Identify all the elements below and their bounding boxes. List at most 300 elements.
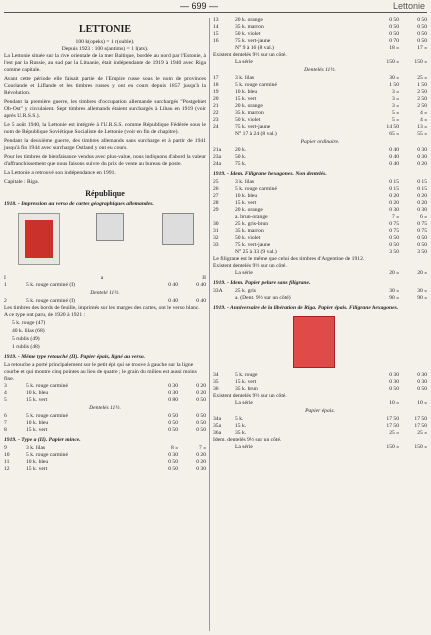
stamp-description: 3 k. lilas xyxy=(235,75,255,81)
price-mint: 0 40 xyxy=(168,282,178,288)
price-mint: 0 50 xyxy=(389,17,399,23)
price-mint: 17 50 xyxy=(386,423,399,429)
stamp-number: 21a xyxy=(213,147,222,153)
price-used: 0 50 xyxy=(196,397,206,403)
stamp-number: 25 xyxy=(213,179,219,185)
stamp-number: 33A xyxy=(213,288,223,294)
note-text: A ce type ont paru, de 1920 à 1921 : xyxy=(4,312,86,318)
catalog-row xyxy=(213,242,427,249)
catalog-row xyxy=(213,200,427,207)
price-mint: 7 » xyxy=(392,214,399,220)
perforation-note: Dentelés 11½. xyxy=(89,405,121,411)
stamp-number xyxy=(213,400,235,407)
stamp-list xyxy=(4,383,206,404)
catalog-row xyxy=(213,110,427,117)
stamp-description: N° 9 à 16 (8 val.) xyxy=(235,45,274,51)
stamp-number: 23a xyxy=(213,154,222,160)
stamp-description: 75 k. vert-jaune xyxy=(235,242,271,248)
catalog-row xyxy=(213,235,427,242)
catalog-row xyxy=(213,17,427,24)
stamp-number: 35 xyxy=(213,379,219,385)
catalog-row xyxy=(213,131,427,138)
stamp-list xyxy=(4,282,206,289)
price-used: 2 50 xyxy=(417,96,427,102)
catalog-row xyxy=(4,298,206,305)
issue-heading: 1919. - Type a (II). Papier mince. xyxy=(4,437,81,443)
price-used: 0 30 xyxy=(196,466,206,472)
stamp-number: 30 xyxy=(213,221,219,227)
stamp-description: 20 k. orange xyxy=(235,207,263,213)
price-used: 90 » xyxy=(417,295,427,301)
currency-line-2: Depuis 1923 : 100 s(antims) = 1 l(ats). xyxy=(61,46,149,52)
catalog-row xyxy=(213,117,427,124)
price-used: 0 15 xyxy=(417,179,427,185)
price-used: 4 » xyxy=(420,110,427,116)
price-used: 4 » xyxy=(420,117,427,123)
price-mint: 3 » xyxy=(392,103,399,109)
price-used: 0 50 xyxy=(196,413,206,419)
stamp-number: 18 xyxy=(213,82,219,88)
price-used: 0 75 xyxy=(417,228,427,234)
series-row xyxy=(213,444,427,451)
catalog-row xyxy=(213,24,427,31)
catalog-row xyxy=(213,89,427,96)
stamp-number: 20 xyxy=(213,96,219,102)
variety-item: 5 rublis (49) xyxy=(12,336,40,342)
price-used: 7 » xyxy=(199,445,206,451)
stamp-number: 19 xyxy=(213,89,219,95)
catalog-row xyxy=(213,423,427,430)
stamp-list xyxy=(4,445,206,473)
stamp-number: 14 xyxy=(213,24,219,30)
price-mint: 0 30 xyxy=(389,207,399,213)
catalog-row xyxy=(213,270,427,277)
stamp-list xyxy=(213,17,427,52)
variety-item: 1 rublis (48) xyxy=(12,344,40,350)
price-used: 2 50 xyxy=(417,103,427,109)
stamp-number: 15 xyxy=(213,31,219,37)
price-mint: 25 » xyxy=(389,430,399,436)
stamp-description: 15 k. vert xyxy=(235,200,257,206)
note-text: Les timbres des bords de feuille, imprimés sur les marges des cartes, ont le verso blanc. xyxy=(4,305,200,311)
catalog-row xyxy=(213,31,427,38)
price-used: 0 20 xyxy=(417,193,427,199)
stamp-description: 10 k. bleu xyxy=(235,193,258,199)
catalog-row xyxy=(213,75,427,82)
catalog-row xyxy=(213,124,427,131)
column-divider xyxy=(209,18,210,631)
stamp-number: 24 xyxy=(213,124,219,130)
catalog-row xyxy=(213,161,427,168)
price-used: 3 50 xyxy=(417,249,427,255)
stamp-description: 10 k. bleu xyxy=(26,420,49,426)
price-used: 55 » xyxy=(417,131,427,137)
intro-paragraph: Pour les timbres de bienfaisance vendus avec plus-value, nous indiquons d'abord la valeur d'affranchissement que nous faisons suivre du prix de vente au bureau de poste. xyxy=(4,154,206,167)
stamp-description: 75 k. xyxy=(235,161,247,167)
price-used: 0 50 xyxy=(417,235,427,241)
catalog-row xyxy=(213,147,427,154)
stamp-description: La série xyxy=(235,400,253,406)
price-used: 17 50 xyxy=(414,416,427,422)
price-mint: 0 75 xyxy=(389,228,399,234)
stamp-description: 5 k. rouge carminé xyxy=(26,383,68,389)
stamp-description: 3 k. lilas xyxy=(235,179,255,185)
price-mint: 0 40 xyxy=(389,154,399,160)
country-title: LETTONIE xyxy=(78,24,132,35)
price-used: 150 » xyxy=(414,444,427,450)
stamp-description: 15 k. vert xyxy=(235,96,257,102)
catalog-row xyxy=(213,45,427,52)
price-mint: 150 » xyxy=(386,444,399,450)
stamp-number: 29 xyxy=(213,207,219,213)
price-mint: 0 70 xyxy=(389,38,399,44)
right-column xyxy=(213,17,427,451)
catalog-row xyxy=(213,221,427,228)
stamp-list xyxy=(213,75,427,138)
price-used: 0 50 xyxy=(196,420,206,426)
stamp-description: 15 k. vert xyxy=(26,427,48,433)
catalog-row xyxy=(4,420,206,427)
catalog-row xyxy=(4,459,206,466)
stamp-description: 15 k. xyxy=(235,423,247,429)
price-mint: 0 20 xyxy=(389,193,399,199)
stamp-image xyxy=(18,213,60,265)
note-text: Existent dentelés 9½ sur un côté. xyxy=(213,263,287,269)
page-header xyxy=(0,0,431,14)
stamp-number: 17 xyxy=(213,75,219,81)
stamp-number: 2 xyxy=(4,298,7,304)
stamp-number: 21 xyxy=(213,103,219,109)
price-mint: 0 20 xyxy=(389,200,399,206)
stamp-description: 35 k. marron xyxy=(235,110,264,116)
stamp-number: 22 xyxy=(213,110,219,116)
price-used: 0 15 xyxy=(417,186,427,192)
price-mint: 17 50 xyxy=(386,416,399,422)
issue-heading: 1919. - Anniversaire de la libération de Riga. Papier épais. Filigrane hexagones. xyxy=(213,305,399,311)
stamp-number: 1 xyxy=(4,282,7,288)
stamp-number: 7 xyxy=(4,420,7,426)
intro-paragraph: La Lettonie située sur la rive orientale de la mer Baltique, bordée au nord par l'Estonie, à l'est par la Russie, au sud par la Lituanie, était indépendante de 1919 à 1940 avec Riga comme capitale. xyxy=(4,53,206,73)
perforation-note: Dentelés 11½. xyxy=(304,67,336,73)
stamp-figures xyxy=(4,209,206,275)
variety-item: 40 k. lilas (68) xyxy=(12,328,45,334)
catalog-row xyxy=(213,38,427,45)
price-used: 0 50 xyxy=(417,31,427,37)
stamp-description: 50 k. violet xyxy=(235,31,261,37)
catalog-row xyxy=(213,179,427,186)
price-used: 0 50 xyxy=(417,38,427,44)
stamp-description: La série xyxy=(235,270,253,276)
note-text: La retouche a porté principalement sur le petit épi qui se trouve à gauche sur la ligne courbe et qui montre cinq pointes au lieu de quatre ; le grain du milieu est aussi moins fine. xyxy=(4,362,197,382)
stamp-number xyxy=(213,131,235,138)
paper-note: Papier épais. xyxy=(305,408,335,414)
stamp-description: 3 k. lilas xyxy=(26,445,46,451)
intro-text xyxy=(4,53,206,186)
stamp-number xyxy=(213,295,235,302)
intro-paragraph: Le 5 août 1940, la Lettonie est intégrée à l'U.R.S.S. comme République Fédérée sous le nom de République Soviétique Socialiste de Lettonie (voir en fin de chapitre). xyxy=(4,122,206,135)
price-mint: 90 » xyxy=(389,295,399,301)
stamp-description: 5 k. rouge carminé xyxy=(26,452,68,458)
note-text: Existent dentelés 9½ sur un côté. xyxy=(213,393,287,399)
price-used: 1 50 xyxy=(417,82,427,88)
price-used: 0 20 xyxy=(196,390,206,396)
price-mint: 0 30 xyxy=(389,379,399,385)
variety-item: 5 k. rouge (47) xyxy=(12,320,46,326)
price-used: 0 50 xyxy=(417,17,427,23)
stamp-description: 50 k. violet xyxy=(235,235,261,241)
catalog-row xyxy=(213,379,427,386)
issue-heading: 1918. - Impression au verso de cartes géographiques allemandes. xyxy=(4,201,154,207)
stamp-description: 75 k. vert-jaune xyxy=(235,124,271,130)
price-mint: 65 » xyxy=(389,131,399,137)
series-row xyxy=(213,270,427,277)
catalog-row xyxy=(213,372,427,379)
stamp-number: 8 xyxy=(4,427,7,433)
note-text: Existent dentelés 9½ sur un côté. xyxy=(213,52,287,58)
catalog-row xyxy=(213,186,427,193)
price-used: 20 » xyxy=(417,270,427,276)
page-number: — 699 — xyxy=(180,1,219,11)
catalog-row xyxy=(213,249,427,256)
stamp-number: 28 xyxy=(213,200,219,206)
stamp-description: La série xyxy=(235,59,253,65)
price-mint: 0 50 xyxy=(389,31,399,37)
price-used: 0 20 xyxy=(196,383,206,389)
price-mint: 14 50 xyxy=(386,124,399,130)
price-mint: 0 30 xyxy=(389,372,399,378)
price-mint: 20 » xyxy=(389,270,399,276)
note-text: Le filigrane est le même que celui des timbres d'Argentine de 1912. xyxy=(213,256,365,262)
catalog-row xyxy=(213,386,427,393)
stamp-list xyxy=(213,288,427,302)
price-mint: 0 40 xyxy=(168,298,178,304)
stamp-description: 25 k. gris xyxy=(235,288,256,294)
stamp-description: 10 k. bleu xyxy=(235,89,258,95)
price-mint: 0 15 xyxy=(389,179,399,185)
intro-paragraph: La Lettonie a retrouvé son indépendance en 1991. xyxy=(4,170,116,176)
catalog-row xyxy=(213,82,427,89)
price-mint: 0 30 xyxy=(168,383,178,389)
catalog-row xyxy=(4,413,206,420)
price-mint: 1 50 xyxy=(389,82,399,88)
price-mint: 30 » xyxy=(389,288,399,294)
catalog-row xyxy=(213,416,427,423)
price-mint: 0 30 xyxy=(168,452,178,458)
stamp-number: 27 xyxy=(213,193,219,199)
running-title: Lettonie xyxy=(392,1,425,11)
intro-paragraph: Capitale : Riga. xyxy=(4,179,39,185)
catalog-row xyxy=(4,452,206,459)
price-used: 25 » xyxy=(417,75,427,81)
price-used: 0 30 xyxy=(417,379,427,385)
stamp-list xyxy=(213,416,427,437)
price-mint: 0 50 xyxy=(389,235,399,241)
section-heading: République xyxy=(85,189,125,198)
stamp-description: 20 k. xyxy=(235,147,247,153)
stamp-number: 11 xyxy=(4,459,10,465)
stamp-description: 15 k. vert xyxy=(235,379,257,385)
detail-figure xyxy=(162,213,194,245)
stamp-number: 10 xyxy=(4,452,10,458)
price-used: 17 » xyxy=(417,45,427,51)
perforation-note: Dentelé 11½. xyxy=(90,290,120,296)
stamp-description: La série xyxy=(235,444,253,450)
price-used: 0 30 xyxy=(417,372,427,378)
price-used: 0 50 xyxy=(417,242,427,248)
stamp-description: 5 k. rouge carminé xyxy=(26,413,68,419)
stamp-description: 35 k. brun xyxy=(235,386,258,392)
price-used: 0 40 xyxy=(196,298,206,304)
catalog-row xyxy=(4,445,206,452)
price-mint: 5 » xyxy=(392,117,399,123)
price-used: 2 50 xyxy=(417,89,427,95)
stamp-list xyxy=(213,147,427,168)
price-mint: 0 80 xyxy=(168,397,178,403)
intro-paragraph: Avant cette période elle faisait partie de l'Empire russe sous le nom de provinces Courlande et Liflande et les timbres russes y ont eu cours depuis 1857 jusqu'à la Révolution. xyxy=(4,76,206,96)
stamp-number: 36 xyxy=(213,386,219,392)
price-used: 0 20 xyxy=(196,459,206,465)
stamp-description: 15 k. vert xyxy=(26,397,48,403)
price-mint: 0 30 xyxy=(168,390,178,396)
stamp-number xyxy=(213,270,235,277)
stamp-number xyxy=(213,59,235,66)
stamp-description: 20 k. orange xyxy=(235,17,263,23)
price-mint: 0 50 xyxy=(168,413,178,419)
stamp-list xyxy=(4,413,206,434)
stamp-number: 16 xyxy=(213,38,219,44)
price-used: 30 » xyxy=(417,288,427,294)
price-used: 0 75 xyxy=(417,221,427,227)
stamp-description: 5 k. rouge carminé xyxy=(235,186,277,192)
intro-paragraph: Pendant la première guerre, les timbres d'occupation allemande surchargés "Postgebiet Ob-Ost" y circulaient. Sept timbres allemands étaient surchargés à Libau en 1919 (voir après U.R.S.S.). xyxy=(4,99,206,119)
price-used: 0 30 xyxy=(417,147,427,153)
stamp-description: 10 k. bleu xyxy=(26,459,49,465)
stamp-description: 35 k. marron xyxy=(235,24,264,30)
stamp-number: 33 xyxy=(213,242,219,248)
catalog-row xyxy=(213,214,427,221)
stamp-number: 5 xyxy=(4,397,7,403)
stamp-description: 15 k. vert xyxy=(26,466,48,472)
catalog-row xyxy=(4,397,206,404)
price-mint: 0 50 xyxy=(389,242,399,248)
stamp-number: 9 xyxy=(4,445,7,451)
stamp-description: 5 k. rouge carminé (I) xyxy=(26,282,75,288)
stamp-description: 20 k. orange xyxy=(235,103,263,109)
stamp-number: 12 xyxy=(4,466,10,472)
catalog-row xyxy=(4,466,206,473)
price-mint: 0 75 xyxy=(389,221,399,227)
stamp-number xyxy=(213,444,235,451)
price-mint: 0 50 xyxy=(168,466,178,472)
price-mint: 5 » xyxy=(392,110,399,116)
price-mint: 18 » xyxy=(389,45,399,51)
stamp-number xyxy=(213,45,235,52)
stamp-description: N° 25 à 33 (9 val.) xyxy=(235,249,277,255)
series-row xyxy=(213,59,427,66)
price-mint: 3 » xyxy=(392,96,399,102)
issue-heading: 1919. - Même type retouché (II). Papier épais, ligné au verso. xyxy=(4,354,146,360)
stamp-number: 34a xyxy=(213,416,222,422)
note-text: Idem. dentelés 9½ sur un côté. xyxy=(213,437,282,443)
stamp-list xyxy=(213,372,427,393)
price-used: 0 50 xyxy=(417,386,427,392)
catalog-row xyxy=(213,103,427,110)
price-used: 25 » xyxy=(417,430,427,436)
stamp-number: 13 xyxy=(213,17,219,23)
price-used: 10 » xyxy=(417,400,427,406)
stamp-number: 3 xyxy=(4,383,7,389)
price-mint: 0 40 xyxy=(389,147,399,153)
price-mint: 150 » xyxy=(386,59,399,65)
stamp-description: 35 k. xyxy=(235,430,247,436)
price-mint: 3 50 xyxy=(389,249,399,255)
catalog-row xyxy=(213,295,427,302)
price-used: 0 30 xyxy=(417,207,427,213)
stamp-number: 4 xyxy=(4,390,7,396)
price-mint: 0 15 xyxy=(389,186,399,192)
stamp-description: N° 17 à 24 (8 val.) xyxy=(235,131,277,137)
stamp-number: 35a xyxy=(213,423,222,429)
price-mint: 0 50 xyxy=(389,24,399,30)
price-mint: 30 » xyxy=(389,75,399,81)
price-used: 0 30 xyxy=(417,154,427,160)
catalog-row xyxy=(213,430,427,437)
stamp-number: 32 xyxy=(213,235,219,241)
stamp-list xyxy=(213,179,427,256)
stamp-number: 34 xyxy=(213,372,219,378)
issue-heading: 1919. - Idem. Filigrane hexagones. Non dentelés. xyxy=(213,171,327,177)
stamp-number: 36a xyxy=(213,430,222,436)
series-row xyxy=(213,400,427,407)
price-used: 0 40 xyxy=(196,282,206,288)
catalog-row xyxy=(213,444,427,451)
figure-labels: I a II xyxy=(4,275,206,281)
stamp-number xyxy=(213,214,235,221)
catalog-row xyxy=(213,288,427,295)
catalog-row xyxy=(4,390,206,397)
catalog-row xyxy=(4,427,206,434)
stamp-description: 35 k. marron xyxy=(235,228,264,234)
stamp-description: 5 k. rouge xyxy=(235,372,258,378)
header-rule xyxy=(4,12,427,13)
stamp-number: 24a xyxy=(213,161,222,167)
catalog-row xyxy=(213,59,427,66)
price-used: 0 20 xyxy=(417,200,427,206)
catalog-row xyxy=(4,383,206,390)
price-used: 17 50 xyxy=(414,423,427,429)
catalog-row xyxy=(213,96,427,103)
stamp-description: 5 k. rouge carminé (I) xyxy=(26,298,75,304)
price-mint: 8 » xyxy=(171,445,178,451)
paper-note: Papier ordinaire. xyxy=(300,139,340,145)
price-mint: 10 » xyxy=(389,400,399,406)
stamp-list xyxy=(4,298,206,305)
price-used: 0 20 xyxy=(196,452,206,458)
catalog-row xyxy=(4,282,206,289)
price-mint: 3 » xyxy=(392,89,399,95)
intro-paragraph: Pendant la deuxième guerre, des timbres allemands sans surcharge et à partir de 1941 jusqu'à fin 1944 avec surcharge Ostland y ont eu cours. xyxy=(4,138,206,151)
price-used: 0 50 xyxy=(417,24,427,30)
stamp-description: 50 k. xyxy=(235,154,247,160)
stamp-description: 50 k. violet xyxy=(235,117,261,123)
stamp-description: 5 k. xyxy=(235,416,244,422)
stamp-number: 6 xyxy=(4,413,7,419)
price-mint: 0 50 xyxy=(168,420,178,426)
left-column xyxy=(4,22,206,473)
catalog-row xyxy=(213,193,427,200)
stamp-number: 31 xyxy=(213,228,219,234)
price-used: 13 » xyxy=(417,124,427,130)
